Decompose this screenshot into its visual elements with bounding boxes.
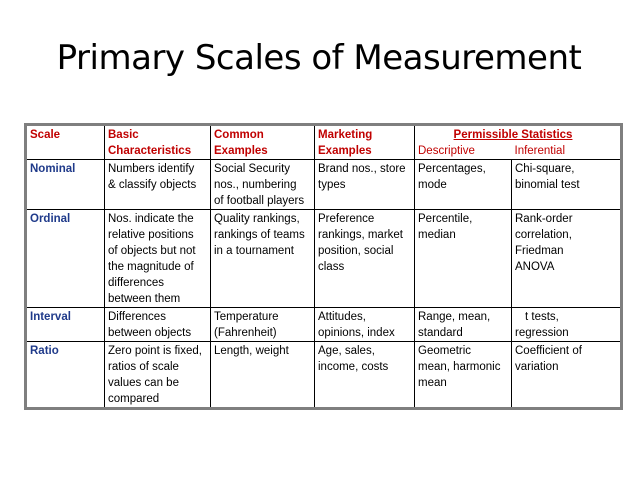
header-scale: Scale — [26, 125, 105, 160]
cell-inferential: Rank-order correlation, Friedman ANOVA — [512, 210, 622, 308]
cell-marketing: Age, sales, income, costs — [315, 342, 415, 409]
row-label-interval: Interval — [26, 308, 105, 342]
table-row — [26, 342, 622, 409]
cell-common: Quality rankings, rankings of teams in a tournament — [211, 210, 315, 308]
row-label-nominal: Nominal — [26, 160, 105, 210]
cell-marketing: Attitudes, opinions, index — [315, 308, 415, 342]
table-row — [26, 160, 622, 210]
cell-descriptive: Geometric mean, harmonic mean — [415, 342, 512, 409]
header-basic: Basic Characteristics — [105, 125, 211, 160]
cell-basic: Zero point is fixed, ratios of scale values can be compared — [105, 342, 211, 409]
header-inferential: Inferential — [512, 125, 622, 160]
cell-inferential: t tests, regression — [512, 308, 622, 342]
cell-basic: Numbers identify & classify objects — [105, 160, 211, 210]
cell-inferential: Coefficient of variation — [512, 342, 622, 409]
header-permissible: Permissible Statistics — [453, 129, 573, 141]
header-row — [26, 125, 622, 160]
scales-table — [24, 123, 623, 410]
cell-descriptive: Percentile, median — [415, 210, 512, 308]
cell-descriptive: Percentages, mode — [415, 160, 512, 210]
header-common: Common Examples — [211, 125, 315, 160]
cell-marketing: Preference rankings, market position, social class — [315, 210, 415, 308]
row-label-ordinal: Ordinal — [26, 210, 105, 308]
cell-common: Length, weight — [211, 342, 315, 409]
row-label-ratio: Ratio — [26, 342, 105, 409]
table-row — [26, 308, 622, 342]
header-descriptive: Permissible Statistics Descriptive — [415, 125, 512, 160]
cell-basic: Nos. indicate the relative positions of objects but not the magnitude of differences between them — [105, 210, 211, 308]
cell-descriptive: Range, mean, standard — [415, 308, 512, 342]
table-row — [26, 210, 622, 308]
cell-marketing: Brand nos., store types — [315, 160, 415, 210]
cell-basic: Differences between objects — [105, 308, 211, 342]
cell-common: Social Security nos., numbering of football players — [211, 160, 315, 210]
slide-title: Primary Scales of Measurement — [56, 38, 582, 78]
cell-inferential: Chi-square, binomial test — [512, 160, 622, 210]
header-marketing: Marketing Examples — [315, 125, 415, 160]
cell-common: Temperature (Fahrenheit) — [211, 308, 315, 342]
